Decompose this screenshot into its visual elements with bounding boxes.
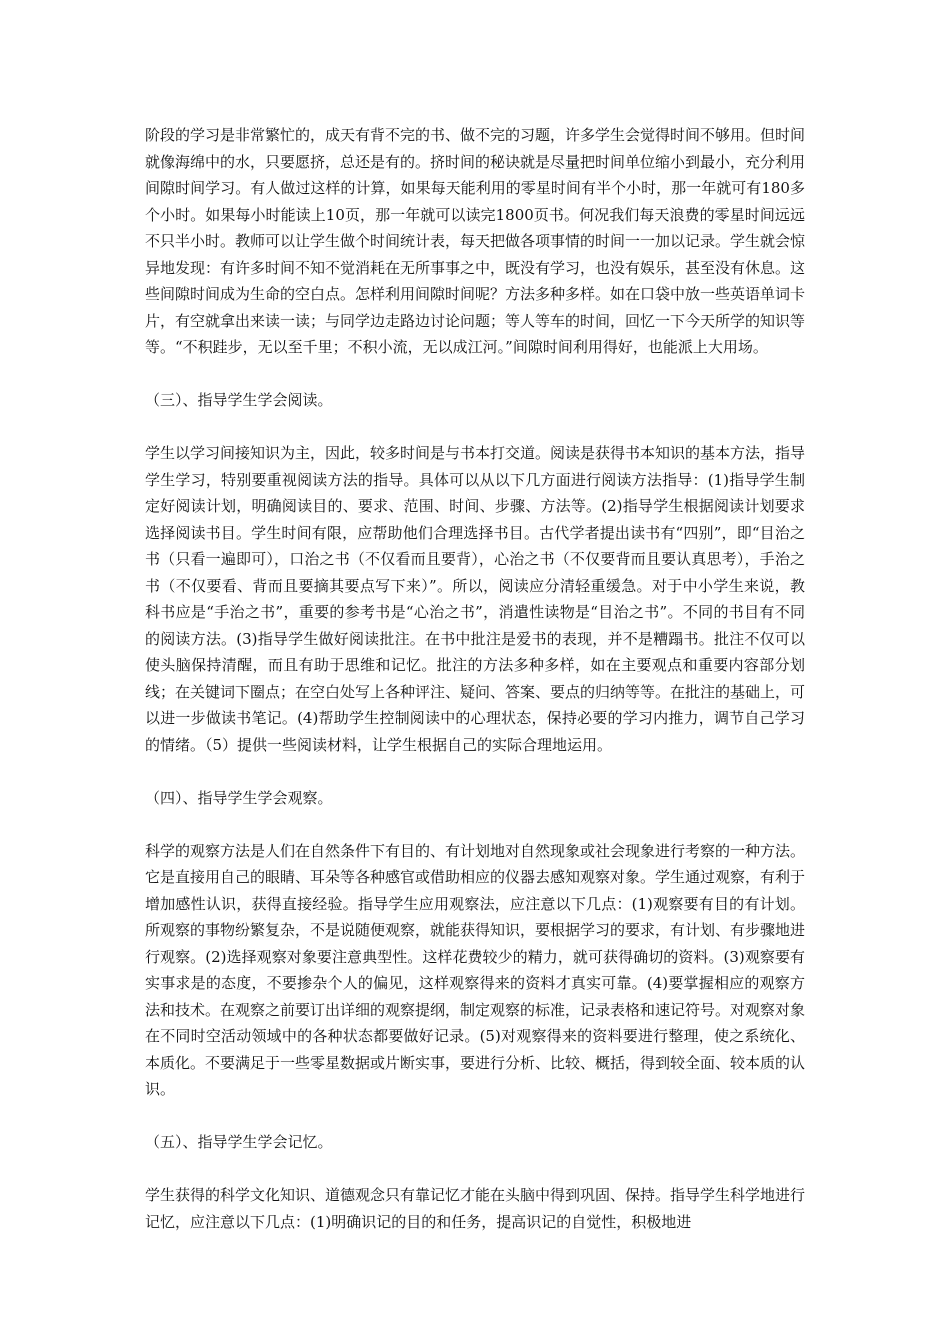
paragraph-gap [145, 1103, 805, 1130]
paragraph-gap [145, 414, 805, 441]
paragraph-observation: 科学的观察方法是人们在自然条件下有目的、有计划地对自然现象或社会现象进行考察的一种方法。它是直接用自己的眼睛、耳朵等各种感官或借助相应的仪器去感知观察对象。学生通过观察，有利于增加感性认识，获得直接经验。指导学生应用观察法，应注意以下几点：(1)观察要有目的有计划。所观察的事物纷繁复杂，不是说随便观察，就能获得知识，要根据学习的要求，有计划、有步骤地进行观察。(2)选择观察对象要注意典型性。这样花费较少的精力，就可获得确切的资料。(3)观察要有实事求是的态度，不要掺杂个人的偏见，这样观察得来的资料才真实可靠。(4)要掌握相应的观察方法和技术。在观察之前要订出详细的观察提纲，制定观察的标准，记录表格和速记符号。对观察对象在不同时空活动领域中的各种状态都要做好记录。(5)对观察得来的资料要进行整理，使之系统化、本质化。不要满足于一些零星数据或片断实事，要进行分析、比较、概括，得到较全面、较本质的认识。 [145, 841, 806, 1098]
paragraph-gap [145, 361, 805, 388]
heading-observation: （四）、指导学生学会观察。 [145, 788, 333, 807]
paragraph-gap [145, 758, 805, 785]
paragraph-gap [145, 1156, 805, 1183]
heading-reading: （三）、指导学生学会阅读。 [145, 391, 333, 409]
paragraph-memory: 学生获得的科学文化知识、道德观念只有靠记忆才能在头脑中得到巩固、保持。指导学生科学地进行记忆，应注意以下几点：(1)明确识记的目的和任务，提高识记的自觉性，积极地进 [145, 1186, 806, 1231]
paragraph-reading: 学生以学习间接知识为主，因此，较多时间是与书本打交道。阅读是获得书本知识的基本方法，指导学生学习，特别要重视阅读方法的指导。具体可以从以下几方面进行阅读方法指导：(1)指导学生制定好阅读计划，明确阅读目的、要求、范围、时间、步骤、方法等。(2)指导学生根据阅读计划要求选择阅读书目。学生时间有限，应帮助他们合理选择书目。古代学者提出读书有“四别”，即“目治之书（只看一遍即可），口治之书（不仅看而且要背），心治之书（不仅要背而且要认真思考），手治之书（不仅要看、背而且要摘其要点写下来）”。所以，阅读应分清轻重缓急。对于中小学生来说，教科书应是“手治之书”，重要的参考书是“心治之书”，消遣性读物是“目治之书”。不同的书目有不同的阅读方法。(3)指导学生做好阅读批注。在书中批注是爱书的表现，并不是糟蹋书。批注不仅可以使头脑保持清醒，而且有助于思维和记忆。批注的方法多种多样，如在主要观点和重要内容部分划线；在关键词下圈点；在空白处写上各种评注、疑问、答案、要点的归纳等等。在批注的基础上，可以进一步做读书笔记。(4)帮助学生控制阅读中的心理状态，保持必要的学习内推力，调节自己学习的情绪。（5）提供一些阅读材料，让学生根据自己的实际合理地运用。 [145, 444, 806, 754]
paragraph-time-use: 阶段的学习是非常繁忙的，成天有背不完的书、做不完的习题，许多学生会觉得时间不够用。但时间就像海绵中的水，只要愿挤，总还是有的。挤时间的秘诀就是尽量把时间单位缩小到最小，充分利用间隙时间学习。有人做过这样的计算，如果每天能利用的零星时间有半个小时，那一年就可有180多个小时。如果每小时能读上10页，那一年就可以读完1800页书。何况我们每天浪费的零星时间远远不只半小时。教师可以让学生做个时间统计表，每天把做各项事情的时间一一加以记录。学生就会惊异地发现：有许多时间不知不觉消耗在无所事事之中，既没有学习，也没有娱乐，甚至没有休息。这些间隙时间成为生命的空白点。怎样利用间隙时间呢？方法多种多样。如在口袋中放一些英语单词卡片，有空就拿出来读一读；与同学边走路边讨论问题；等人等车的时间，回忆一下今天所学的知识等等。“不积跬步，无以至千里；不积小流，无以成江河。”间隙时间利用得好，也能派上大用场。 [145, 126, 806, 356]
document-body [145, 122, 805, 1235]
paragraph-gap [145, 811, 805, 838]
heading-memory: （五）、指导学生学会记忆。 [145, 1133, 333, 1151]
